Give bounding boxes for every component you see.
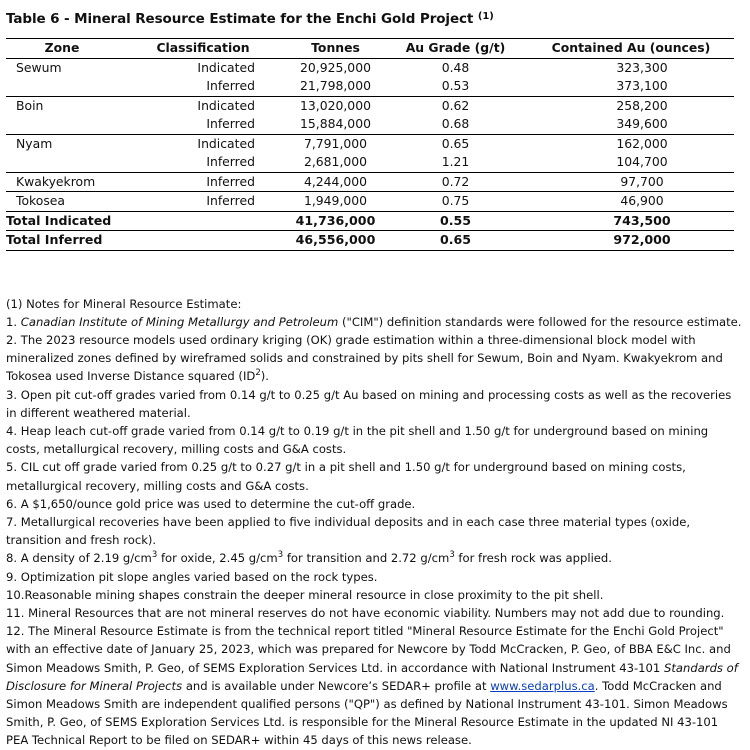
cell-classification: Inferred [118, 192, 288, 212]
cell-tonnes: 15,884,000 [288, 115, 383, 134]
header-zone: Zone [6, 39, 118, 59]
cell-classification: Indicated [197, 59, 255, 75]
cell-classification: Inferred [118, 115, 288, 134]
cell-tonnes: 7,791,000 [303, 135, 368, 151]
table-row [6, 134, 734, 153]
note-5: 5. CIL cut off grade varied from 0.25 g/t to 0.27 g/t in a pit shell and 1.50 g/t for underground based on mining costs, metallurgical recovery, milling costs and G&A costs. [6, 460, 686, 493]
cell-grade: 0.62 [441, 97, 470, 113]
note-3: 3. Open pit cut-off grades varied from 0.14 g/t to 0.25 g/t Au based on mining and processing costs as well as the recoveries in different weathered material. [6, 387, 732, 420]
cell-zone [6, 153, 118, 172]
cell-ounces: 162,000 [616, 135, 668, 151]
note-8-sup: 3 [449, 550, 455, 561]
table-row [6, 192, 734, 212]
table-row [6, 96, 734, 115]
cell-zone: Nyam [16, 135, 53, 151]
cell-classification: Inferred [118, 172, 288, 192]
table-title-text: Table 6 - Mineral Resource Estimate for the Enchi Gold Project [6, 11, 474, 27]
table-row [6, 153, 734, 172]
note-4: 4. Heap leach cut-off grade varied from 0.14 g/t to 0.19 g/t in the pit shell and 1.50 g/t for underground based on mining costs, metallurgical recovery, milling costs and G&A costs. [6, 423, 709, 457]
cell-zone: Kwakyekrom [6, 172, 118, 192]
title-footnote-ref: (1) [477, 11, 494, 22]
total-inferred-row [6, 231, 734, 251]
total-ounces: 972,000 [528, 231, 734, 251]
cell-zone: Tokosea [6, 192, 118, 212]
cell-ounces: 258,200 [616, 97, 668, 113]
cell-grade: 0.68 [383, 115, 528, 134]
cell-grade: 0.72 [383, 172, 528, 192]
total-tonnes: 46,556,000 [288, 231, 383, 251]
note-8-sup: 3 [277, 550, 284, 561]
table-row [6, 58, 734, 77]
notes-heading: (1) Notes for Mineral Resource Estimate: [6, 296, 242, 311]
total-tonnes: 41,736,000 [288, 211, 383, 231]
sedarplus-link[interactable]: www.sedarplus.ca [490, 678, 595, 693]
note-8-sup: 3 [151, 550, 158, 561]
cell-classification: Inferred [118, 77, 288, 96]
note-12-text-a: 12. The Mineral Resource Estimate is from the technical report titled "Mineral Resource Estimate for the Enchi Gold Project" with an effective date of January 25, 2023, which was prepared for Newcore by Todd McCracken, P. Geo, of BBA E&C Inc. and Simon Meadows Smith, P. Geo, of SEMS Exploration Services Ltd. in accordance with National Instrument 43-101 [6, 624, 731, 675]
note-2-superscript: 2 [255, 368, 261, 379]
resource-notes [6, 295, 742, 750]
header-contained-au: Contained Au (ounces) [528, 39, 734, 59]
cell-ounces: 46,900 [528, 192, 734, 212]
header-au-grade: Au Grade (g/t) [383, 39, 528, 59]
total-classification-empty [118, 211, 288, 231]
total-label: Total Inferred [6, 231, 118, 251]
note-2-text: 2. The 2023 resource models used ordinary kriging (OK) grade estimation within a three-dimensional block model with mineralized zones defined by wireframed solids and constrained by pits shell for Sewum, Boin and Nyam. Kwakyekrom and Tokosea used Inverse Distance squared (ID [6, 332, 723, 384]
total-classification-empty [118, 231, 288, 251]
cell-ounces: 97,700 [528, 172, 734, 192]
note-8-text-c: for transition and 2.72 g/cm [283, 551, 450, 566]
note-7: 7. Metallurgical recoveries have been applied to five individual deposits and in each case three material types (oxide, transition and fresh rock). [6, 514, 691, 548]
cell-tonnes: 13,020,000 [300, 97, 371, 113]
cell-ounces: 323,300 [616, 59, 668, 75]
total-ounces: 743,500 [528, 211, 734, 231]
cell-grade: 0.65 [441, 135, 470, 151]
note-1-italic: Canadian Institute of Mining Metallurgy and Petroleum [20, 314, 339, 329]
cell-tonnes: 2,681,000 [288, 153, 383, 172]
cell-classification: Inferred [118, 153, 288, 172]
cell-grade: 0.48 [441, 59, 470, 75]
mineral-resource-table [6, 38, 734, 251]
cell-grade: 0.53 [383, 77, 528, 96]
cell-grade: 0.75 [383, 192, 528, 212]
cell-ounces: 349,600 [528, 115, 734, 134]
total-grade: 0.55 [383, 211, 528, 231]
cell-grade: 1.21 [383, 153, 528, 172]
note-1 [6, 313, 742, 331]
note-8-text-a: 8. A density of 2.19 g/cm [6, 551, 152, 566]
cell-tonnes: 20,925,000 [300, 59, 371, 75]
cell-tonnes: 4,244,000 [288, 172, 383, 192]
note-10: 10.Reasonable mining shapes constrain the deeper mineral resource in close proximity to the pit shell. [6, 587, 604, 602]
note-11: 11. Mineral Resources that are not mineral reserves do not have economic viability. Numbers may not add due to rounding. [6, 605, 725, 620]
note-12 [6, 622, 742, 749]
note-12-italic: Standards of Disclosure for Mineral Projects [6, 660, 738, 693]
note-8 [6, 549, 742, 567]
note-8-text-b: for oxide, 2.45 g/cm [157, 551, 278, 566]
note-1-text: ("CIM") definition standards were followed for the resource estimate. [338, 314, 742, 329]
total-indicated-row [6, 211, 734, 231]
note-2-end: ). [260, 369, 269, 384]
table-title [6, 6, 742, 28]
note-6: 6. A $1,650/ounce gold price was used to determine the cut-off grade. [6, 496, 416, 511]
cell-ounces: 373,100 [528, 77, 734, 96]
table-header-row [6, 39, 734, 59]
table-row [6, 172, 734, 192]
cell-zone: Boin [16, 97, 44, 113]
note-9: 9. Optimization pit slope angles varied based on the rock types. [6, 569, 378, 584]
total-label: Total Indicated [6, 211, 118, 231]
header-classification: Classification [118, 39, 288, 59]
note-2 [6, 331, 742, 386]
table-row [6, 115, 734, 134]
header-tonnes: Tonnes [288, 39, 383, 59]
note-12-text-b: and is available under Newcore’s SEDAR+ profile at [182, 678, 491, 693]
note-12-text-c: . Todd McCracken and Simon Meadows Smith are independent qualified persons ("QP") as defined by National Instrument 43-101. Simon Meadows Smith, P. Geo, of SEMS Exploration Services Ltd. is responsible for the Mineral Resource Estimate in the updated NI 43-101 PEA Technical Report to be filed on SEDAR+ within 45 days of this news release. [6, 678, 728, 748]
cell-tonnes: 1,949,000 [288, 192, 383, 212]
cell-zone: Sewum [16, 59, 62, 75]
cell-classification: Indicated [197, 135, 255, 151]
table-row [6, 77, 734, 96]
note-1-number: 1. [6, 314, 21, 329]
total-grade: 0.65 [383, 231, 528, 251]
cell-tonnes: 21,798,000 [288, 77, 383, 96]
cell-classification: Indicated [197, 97, 255, 113]
cell-ounces: 104,700 [528, 153, 734, 172]
cell-zone [6, 77, 118, 96]
cell-zone [6, 115, 118, 134]
note-8-text-d: for fresh rock was applied. [454, 551, 612, 566]
